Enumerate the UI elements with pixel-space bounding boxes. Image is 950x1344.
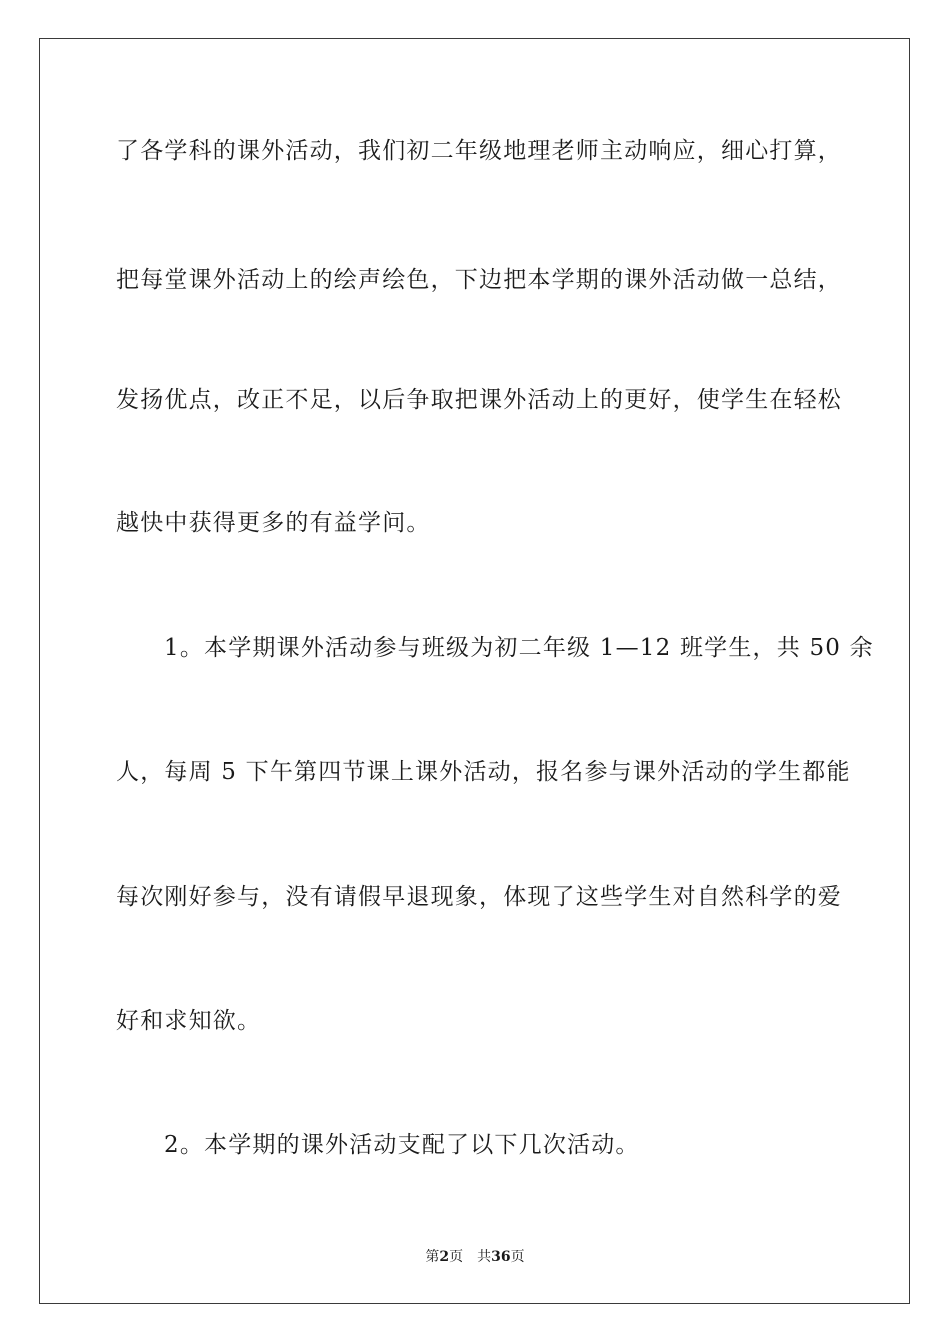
footer-page-suffix: 页 [449, 1249, 464, 1265]
paragraph-line-2: 把每堂课外活动上的绘声绘色，下边把本学期的课外活动做一总结， [116, 267, 842, 293]
page-footer [0, 1247, 950, 1267]
footer-total-pages: 36 [491, 1249, 511, 1265]
list-item-1-line-3: 每次刚好参与，没有请假早退现象，体现了这些学生对自然科学的爱 [116, 884, 842, 910]
list-item-1-line-2: 人，每周 5 下午第四节课上课外活动，报名参与课外活动的学生都能 [116, 759, 851, 785]
footer-total-suffix: 页 [510, 1249, 525, 1265]
list-item-2-line-1: 2。本学期的课外活动支配了以下几次活动。 [164, 1132, 640, 1158]
footer-total-prefix: 共 [477, 1249, 492, 1265]
paragraph-line-1: 了各学科的课外活动，我们初二年级地理老师主动响应，细心打算， [116, 138, 842, 164]
paragraph-line-3: 发扬优点，改正不足，以后争取把课外活动上的更好，使学生在轻松 [116, 387, 842, 413]
footer-page-prefix: 第 [425, 1249, 440, 1265]
footer-page-number: 2 [439, 1249, 450, 1265]
list-item-1-line-4: 好和求知欲。 [116, 1008, 262, 1034]
paragraph-line-4: 越快中获得更多的有益学问。 [116, 510, 431, 536]
page-border [39, 38, 910, 1304]
list-item-1-line-1: 1。本学期课外活动参与班级为初二年级 1—12 班学生，共 50 余 [164, 635, 874, 661]
